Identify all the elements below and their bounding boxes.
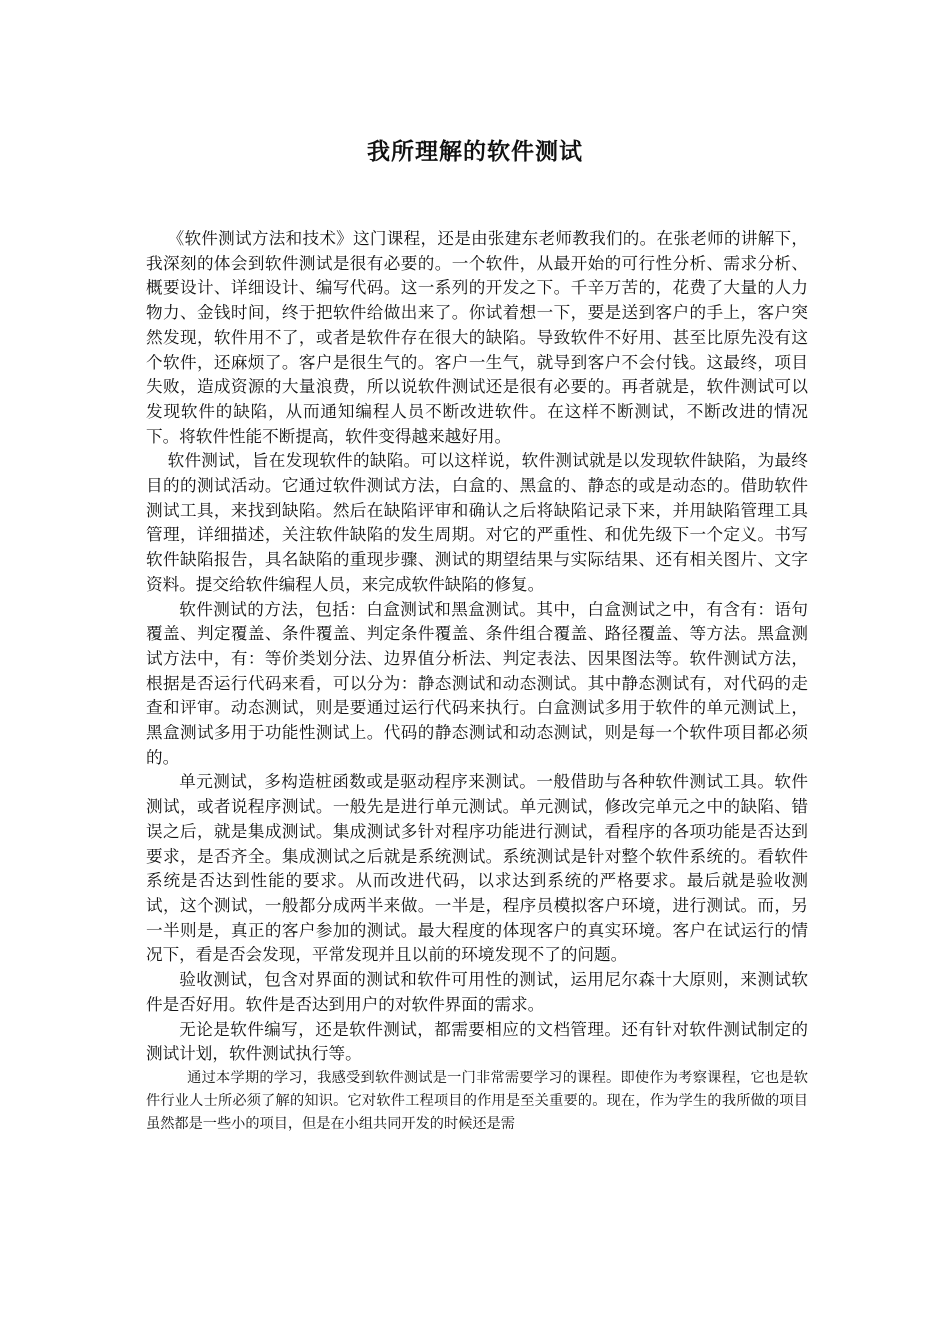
paragraph-7: 通过本学期的学习，我感受到软件测试是一门非常需要学习的课程。即使作为考察课程，它也是软件行业人士所必须了解的知识。它对软件工程项目的作用是至关重要的。现在，作为学生的我所做的项目虽然都是一些小的项目，但是在小组共同开发的时候还是需: [146, 1069, 808, 1132]
paragraph-3: 软件测试的方法，包括：白盒测试和黑盒测试。其中，白盒测试之中，有含有：语句覆盖、判定覆盖、条件覆盖、判定条件覆盖、条件组合覆盖、路径覆盖、等方法。黑盒测试方法中，有：等价类划分法、边界值分析法、判定表法、因果图法等。软件测试方法，根据是否运行代码来看，可以分为：静态测试和动态测试。其中静态测试有，对代码的走查和评审。动态测试，则是要通过运行代码来执行。白盒测试多用于软件的单元测试上，黑盒测试多用于功能性测试上。代码的静态测试和动态测试，则是每一个软件项目都必须的。: [146, 599, 808, 767]
document-title: 我所理解的软件测试: [367, 139, 583, 165]
paragraph-6: 无论是软件编写，还是软件测试，都需要相应的文档管理。还有针对软件测试制定的测试计划，软件测试执行等。: [146, 1019, 808, 1064]
paragraph-1: 《软件测试方法和技术》这门课程，还是由张建东老师教我们的。在张老师的讲解下，我深刻的体会到软件测试是很有必要的。一个软件，从最开始的可行性分析、需求分析、概要设计、详细设计、编写代码。这一系列的开发之下。千辛万苦的，花费了大量的人力物力、金钱时间，终于把软件给做出来了。你试着想一下，要是送到客户的手上，客户突然发现，软件用不了，或者是软件存在很大的缺陷。导致软件不好用、甚至比原先没有这个软件，还麻烦了。客户是很生气的。客户一生气，就导到客户不会付钱。这最终，项目失败，造成资源的大量浪费，所以说软件测试还是很有必要的。再者就是，软件测试可以发现软件的缺陷，从而通知编程人员不断改进软件。在这样不断测试，不断改进的情况下。将软件性能不断提高，软件变得越来越好用。: [146, 229, 808, 446]
paragraph-4: 单元测试，多构造桩函数或是驱动程序来测试。一般借助与各种软件测试工具。软件测试，或者说程序测试。一般先是进行单元测试。单元测试，修改完单元之中的缺陷、错误之后，就是集成测试。集成测试多针对程序功能进行测试，看程序的各项功能是否达到要求，是否齐全。集成测试之后就是系统测试。系统测试是针对整个软件系统的。看软件系统是否达到性能的要求。从而改进代码，以求达到系统的严格要求。最后就是验收测试，这个测试，一般都分成两半来做。一半是，程序员模拟客户环境，进行测试。而，另一半则是，真正的客户参加的测试。最大程度的体现客户的真实环境。客户在试运行的情况下，看是否会发现，平常发现并且以前的环境发现不了的问题。: [146, 772, 808, 965]
paragraph-2: 软件测试，旨在发现软件的缺陷。可以这样说，软件测试就是以发现软件缺陷，为最终目的的测试活动。它通过软件测试方法，白盒的、黑盒的、静态的或是动态的。借助软件测试工具，来找到缺陷。然后在缺陷评审和确认之后将缺陷记录下来，并用缺陷管理工具管理，详细描述，关注软件缺陷的发生周期。对它的严重性、和优先级下一个定义。书写软件缺陷报告，具名缺陷的重现步骤、测试的期望结果与实际结果、还有相关图片、文字资料。提交给软件编程人员，来完成软件缺陷的修复。: [146, 451, 808, 594]
document-body: [146, 227, 808, 1136]
paragraph-5: 验收测试，包含对界面的测试和软件可用性的测试，运用尼尔森十大原则，来测试软件是否好用。软件是否达到用户的对软件界面的需求。: [146, 970, 808, 1014]
